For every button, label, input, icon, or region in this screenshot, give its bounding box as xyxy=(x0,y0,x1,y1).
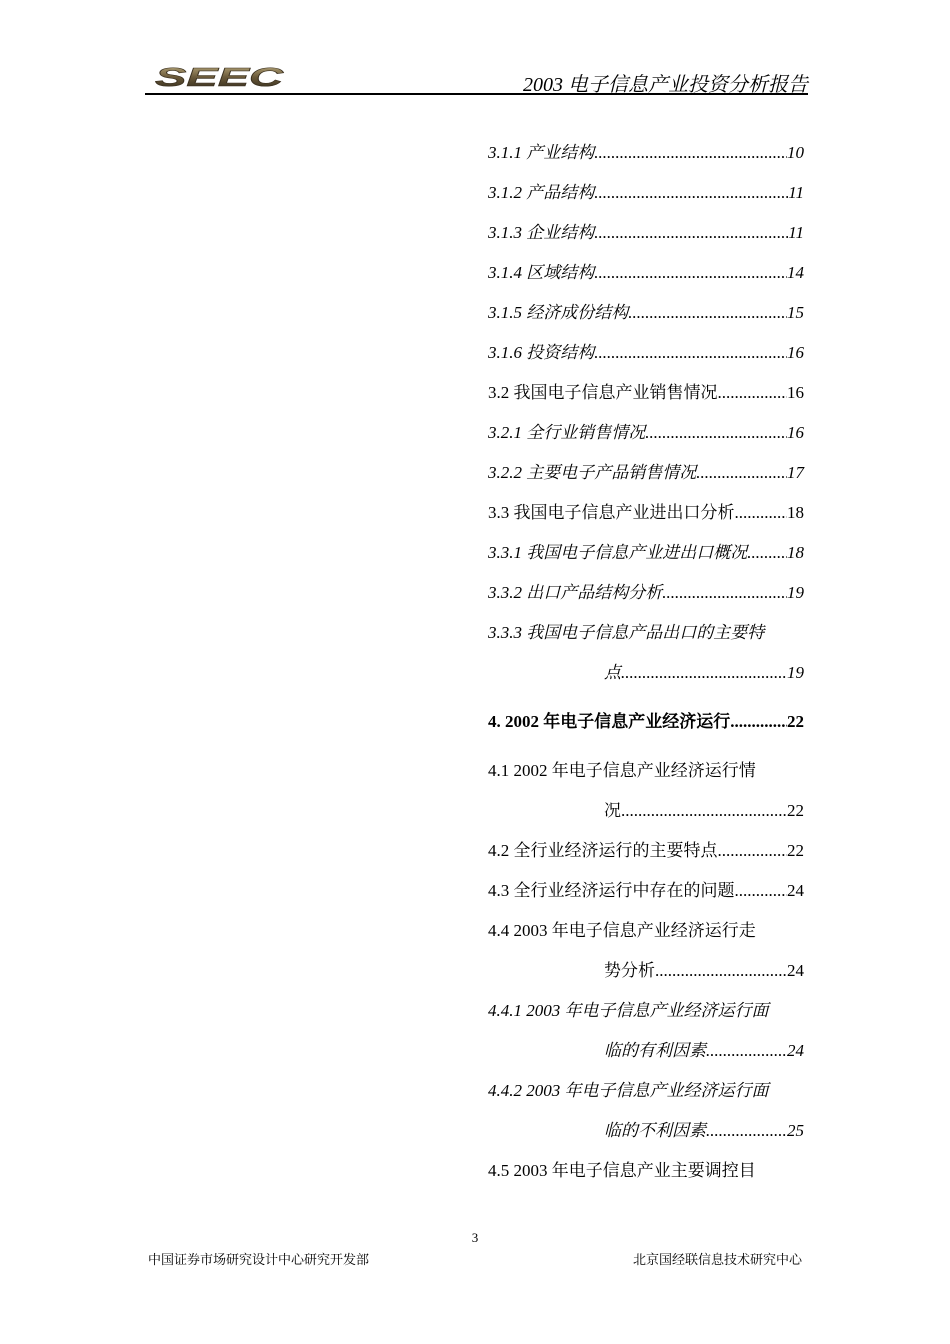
toc-entry[interactable]: 4.4.1 2003 年电子信息产业经济运行面 xyxy=(488,1001,769,1020)
toc-entry[interactable]: 4.2 全行业经济运行的主要特点 ..... 22 xyxy=(488,841,804,861)
toc-entry[interactable]: 3.1.3 企业结构 ..... 11 xyxy=(488,223,804,243)
toc-entry[interactable]: 4.1 2002 年电子信息产业经济运行情 xyxy=(488,761,756,780)
seec-logo xyxy=(151,62,291,92)
page-header xyxy=(145,58,808,96)
footer-right: 北京国经联信息技术研究中心 xyxy=(632,1252,802,1267)
toc-entry[interactable]: 3.3.3 我国电子信息产品出口的主要特 xyxy=(488,623,765,642)
toc-entry[interactable]: 3.2 我国电子信息产业销售情况 ..... 16 xyxy=(488,383,804,403)
toc-entry[interactable]: 3.3.1 我国电子信息产业进出口概况 ..... 18 xyxy=(488,543,804,563)
toc-entry[interactable]: 3.1.4 区域结构 ..... 14 xyxy=(488,263,804,283)
toc-entry[interactable]: 3.1.6 投资结构 ..... 16 xyxy=(488,343,804,363)
toc-entry-continuation[interactable]: 点 ..... 19 xyxy=(604,663,804,683)
toc-entry[interactable]: 3.3.2 出口产品结构分析 ..... 19 xyxy=(488,583,804,603)
toc-entry[interactable]: 3.1.1 产业结构 ..... 10 xyxy=(488,143,804,163)
toc-entry-continuation[interactable]: 临的有利因素 ..... 24 xyxy=(604,1041,804,1061)
toc-chapter-entry[interactable]: 4. 2002 年电子信息产业经济运行 ..... 22 xyxy=(488,712,804,732)
footer-left: 中国证券市场研究设计中心研究开发部 xyxy=(148,1252,370,1267)
toc-entry[interactable]: 3.2.1 全行业销售情况 ..... 16 xyxy=(488,423,804,443)
toc-entry-continuation[interactable]: 况 ..... 22 xyxy=(604,801,804,821)
toc-entry-continuation[interactable]: 临的不利因素 ..... 25 xyxy=(604,1121,804,1141)
header-rule xyxy=(145,93,808,95)
toc-entry-continuation[interactable]: 势分析 ..... 24 xyxy=(604,961,804,981)
toc-entry[interactable]: 4.5 2003 年电子信息产业主要调控目 xyxy=(488,1161,756,1180)
toc-entry[interactable]: 3.1.2 产品结构 ..... 11 xyxy=(488,183,804,203)
page-number: 3 xyxy=(471,1230,479,1245)
toc-entry[interactable]: 3.3 我国电子信息产业进出口分析 ..... 18 xyxy=(488,503,804,523)
toc-entry[interactable]: 4.3 全行业经济运行中存在的问题 ..... 24 xyxy=(488,881,804,901)
svg-text:SEEC: SEEC xyxy=(155,62,286,92)
toc-entry[interactable]: 3.2.2 主要电子产品销售情况 ..... 17 xyxy=(488,463,804,483)
header-title: 2003 电子信息产业投资分析报告 xyxy=(523,74,808,96)
toc-entry[interactable]: 3.1.5 经济成份结构 ..... 15 xyxy=(488,303,804,323)
toc-entry[interactable]: 4.4.2 2003 年电子信息产业经济运行面 xyxy=(488,1081,769,1100)
toc-entry[interactable]: 4.4 2003 年电子信息产业经济运行走 xyxy=(488,921,756,940)
